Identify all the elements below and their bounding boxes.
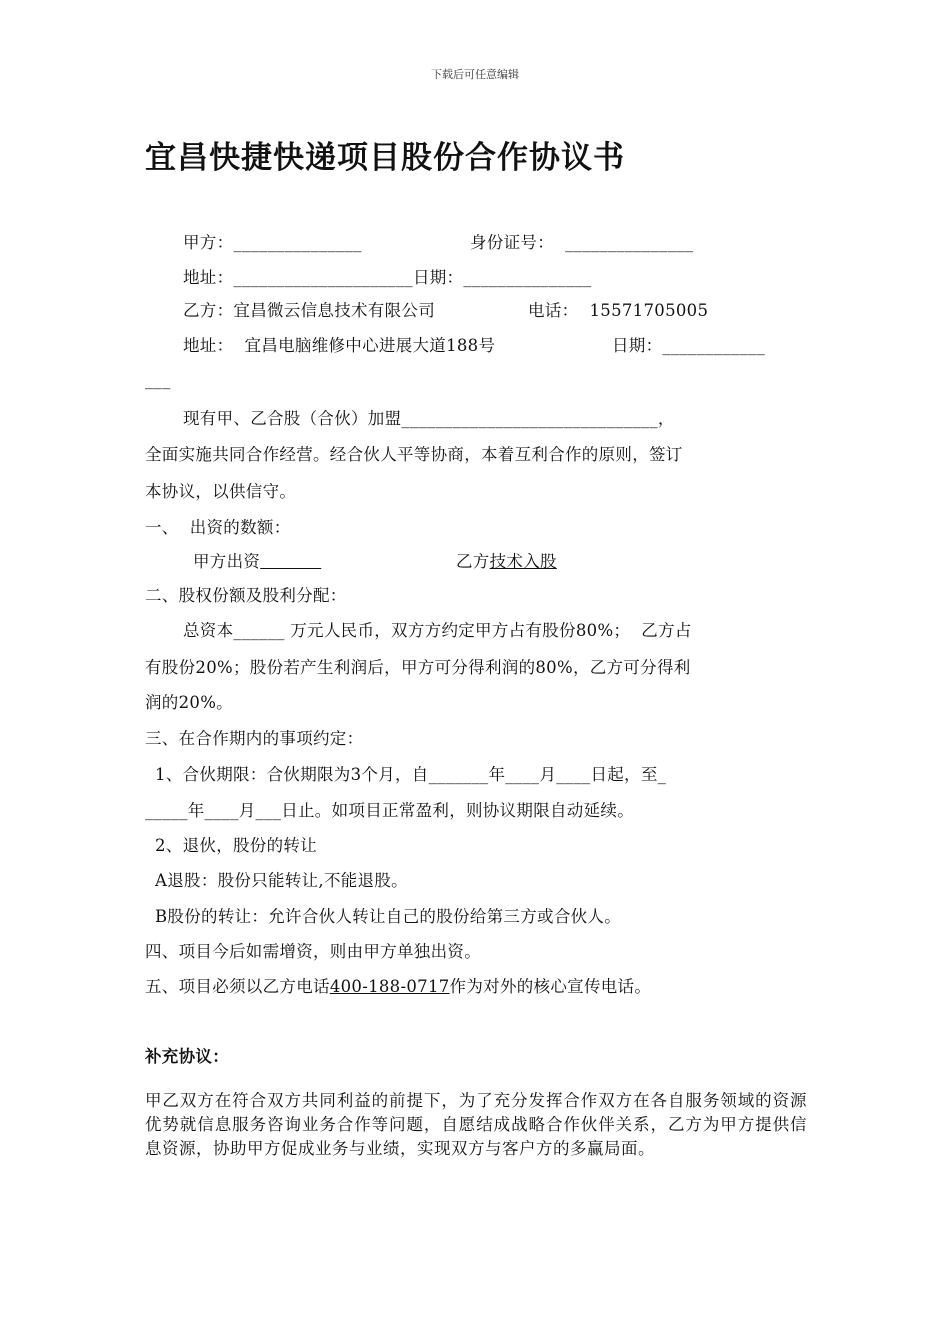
party-b-address-line: 地址： 宜昌电脑维修中心进展大道188号: [183, 336, 496, 355]
party-a-investment: [193, 548, 321, 572]
party-b-investment-label: 乙方: [456, 552, 490, 571]
section-5-phone: 400-188-0717: [329, 977, 450, 996]
section-1-heading: 一、 出资的数额：: [145, 518, 291, 537]
intro-line-2: 全面实施共同合作经营。经合伙人平等协商，本着互利合作的原则，签订: [145, 445, 683, 464]
section-3-heading: 三、在合作期内的事项约定：: [145, 729, 364, 748]
intro-line-1: 现有甲、乙合股（合伙）加盟______________________________，: [183, 409, 675, 428]
section-2-line-3: 润的20%。: [145, 693, 233, 712]
section-4-text: 四、项目今后如需增资，则由甲方单独出资。: [145, 942, 481, 961]
party-b-investment: [456, 548, 557, 572]
party-a-investment-label: 甲方出资: [193, 552, 261, 571]
party-a-line: 甲方：_______________: [183, 233, 362, 252]
page-header-note: 下载后可任意编辑: [431, 68, 519, 81]
section-3-item-1-line-1: 1、合伙期限：合伙期限为3个月，自_______年____月____日起，至_: [155, 765, 667, 784]
section-2-heading: 二、股权份额及股利分配：: [145, 586, 347, 605]
section-2-line-2: 有股份20%；股份若产生利润后，甲方可分得利润的80%，乙方可分得利: [145, 658, 691, 677]
section-5-prefix: 五、项目必须以乙方电话: [145, 977, 330, 996]
party-b-investment-value: 技术入股: [489, 552, 557, 571]
supplement-heading: 补充协议：: [145, 1047, 229, 1066]
section-3-item-2b: B股份的转让：允许合伙人转让自己的股份给第三方或合伙人。: [155, 907, 622, 926]
section-2-line-1: 总资本______ 万元人民币，双方方约定甲方占有股份80%； 乙方占: [183, 621, 692, 640]
party-b-date-continuation: ___: [145, 370, 171, 389]
party-b-line: 乙方：宜昌微云信息技术有限公司: [183, 301, 435, 320]
document-title: 宜昌快捷快递项目股份合作协议书: [145, 140, 625, 176]
section-3-item-1-line-2: _____年____月___日止。如项目正常盈利，则协议期限自动延续。: [145, 801, 634, 820]
party-a-investment-blank: [260, 552, 321, 571]
section-3-item-2: 2、退伙，股份的转让: [155, 836, 317, 855]
section-3-item-2a: A退股：股份只能转让,不能退股。: [155, 871, 408, 890]
section-5-suffix: 作为对外的核心宣传电话。: [449, 977, 652, 996]
intro-line-3: 本协议，以供信守。: [145, 482, 297, 501]
party-b-phone-line: 电话： 15571705005: [528, 301, 709, 320]
party-b-date-line: 日期：____________: [612, 336, 765, 355]
party-a-id-line: 身份证号： _______________: [470, 233, 694, 252]
supplement-paragraph: 甲乙双方在符合双方共同利益的前提下，为了充分发挥合作双方在各自服务领域的资源优势就信息服务咨询业务合作等问题，自愿结成战略合作伙伴关系，乙方为甲方提供信息资源，协助甲方促成业务与业绩，实现双方与客户方的多赢局面。: [145, 1091, 807, 1158]
section-5-text: [145, 973, 651, 997]
party-a-address-line: 地址：_____________________日期：_______________: [183, 268, 592, 287]
